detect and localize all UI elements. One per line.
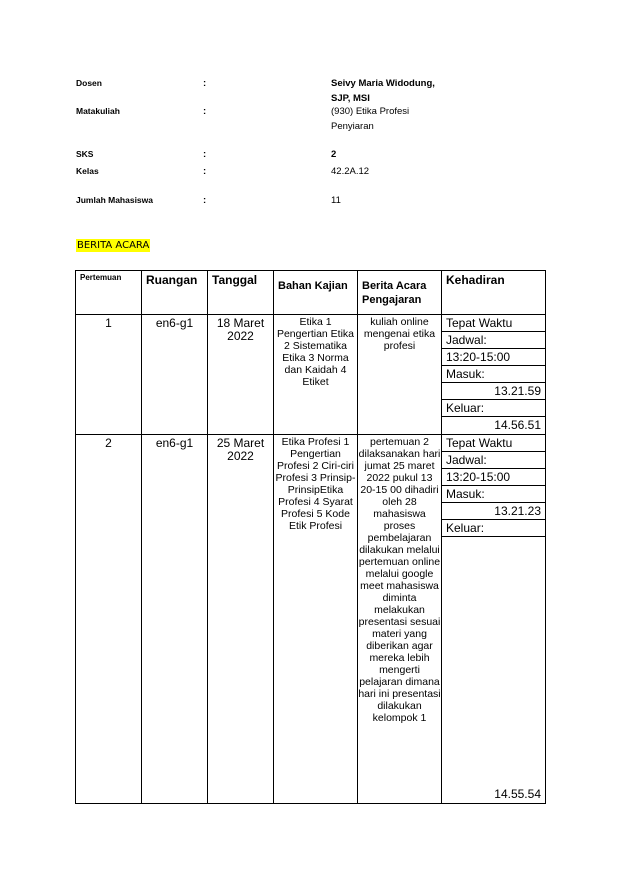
colon: :	[203, 195, 207, 206]
berita-acara-table	[75, 270, 546, 804]
jadwal-value: 13:20-15:00	[442, 469, 545, 486]
cell-kehadiran	[442, 435, 546, 804]
cell-kehadiran	[442, 315, 546, 435]
cell-pertemuan: 2	[76, 435, 142, 804]
matakuliah-value: (930) Etika Profesi Penyiaran	[331, 106, 410, 132]
cell-berita-acara: pertemuan 2 dilaksanakan hari jumat 25 maret 2022 pukul 13 20-15 00 dihadiri oleh 28 mahasiswa proses pembelajaran dilakukan melalui pertemuan online melalui google meet mahasiswa diminta melakukan presentasi sesuai materi yang diberikan agar mereka lebih mengerti pelajaran dimana hari ini presentasi dilakukan kelompok 1	[358, 435, 442, 804]
table-row	[76, 315, 546, 435]
jumlah-mahasiswa-label: Jumlah Mahasiswa	[76, 195, 154, 205]
keluar-label: Keluar:	[442, 520, 545, 537]
header-bahan-kajian: Bahan Kajian	[274, 271, 358, 315]
kelas-value: 42.2A.12	[331, 166, 370, 177]
dosen-value: Seivy Maria Widodung, SJP, MSI	[331, 78, 435, 104]
cell-bahan-kajian: Etika 1 Pengertian Etika 2 Sistematika Etika 3 Norma dan Kaidah 4 Etiket	[274, 315, 358, 435]
keluar-value: 14.56.51	[494, 418, 541, 432]
masuk-value: 13.21.59	[442, 383, 545, 400]
cell-ruangan: en6-g1	[142, 435, 208, 804]
attendance-status: Tepat Waktu	[442, 315, 545, 332]
header-ruangan: Ruangan	[142, 271, 208, 315]
attendance-status: Tepat Waktu	[442, 435, 545, 452]
cell-tanggal: 25 Maret 2022	[208, 435, 274, 804]
jadwal-label: Jadwal:	[442, 452, 545, 469]
colon: :	[203, 106, 207, 117]
header-berita-acara: Berita Acara Pengajaran	[358, 271, 442, 315]
sks-label: SKS	[76, 149, 94, 159]
masuk-value: 13.21.23	[442, 503, 545, 520]
matakuliah-label: Matakuliah	[76, 106, 120, 116]
cell-ruangan: en6-g1	[142, 315, 208, 435]
colon: :	[203, 78, 207, 89]
keluar-value: 14.55.54	[494, 787, 541, 801]
colon: :	[203, 166, 207, 177]
cell-berita-acara: kuliah online mengenai etika profesi	[358, 315, 442, 435]
dosen-label: Dosen	[76, 78, 102, 88]
header-kehadiran: Kehadiran	[442, 271, 546, 315]
cell-tanggal: 18 Maret 2022	[208, 315, 274, 435]
jadwal-label: Jadwal:	[442, 332, 545, 349]
jadwal-value: 13:20-15:00	[442, 349, 545, 366]
keluar-label: Keluar:	[442, 400, 545, 417]
colon: :	[203, 149, 207, 160]
cell-bahan-kajian: Etika Profesi 1 Pengertian Profesi 2 Ciri-ciri Profesi 3 Prinsip-PrinsipEtika Profesi 4 Syarat Profesi 5 Kode Etik Profesi	[274, 435, 358, 804]
cell-pertemuan: 1	[76, 315, 142, 435]
kelas-label: Kelas	[76, 166, 99, 176]
sks-value: 2	[331, 149, 337, 160]
masuk-label: Masuk:	[442, 366, 545, 383]
header-pertemuan: Pertemuan	[76, 271, 142, 315]
masuk-label: Masuk:	[442, 486, 545, 503]
jumlah-mahasiswa-value: 11	[331, 195, 341, 206]
section-title: BERITA ACARA	[77, 240, 150, 251]
header-tanggal: Tanggal	[208, 271, 274, 315]
table-row	[76, 435, 546, 804]
table-header-row	[76, 271, 546, 315]
